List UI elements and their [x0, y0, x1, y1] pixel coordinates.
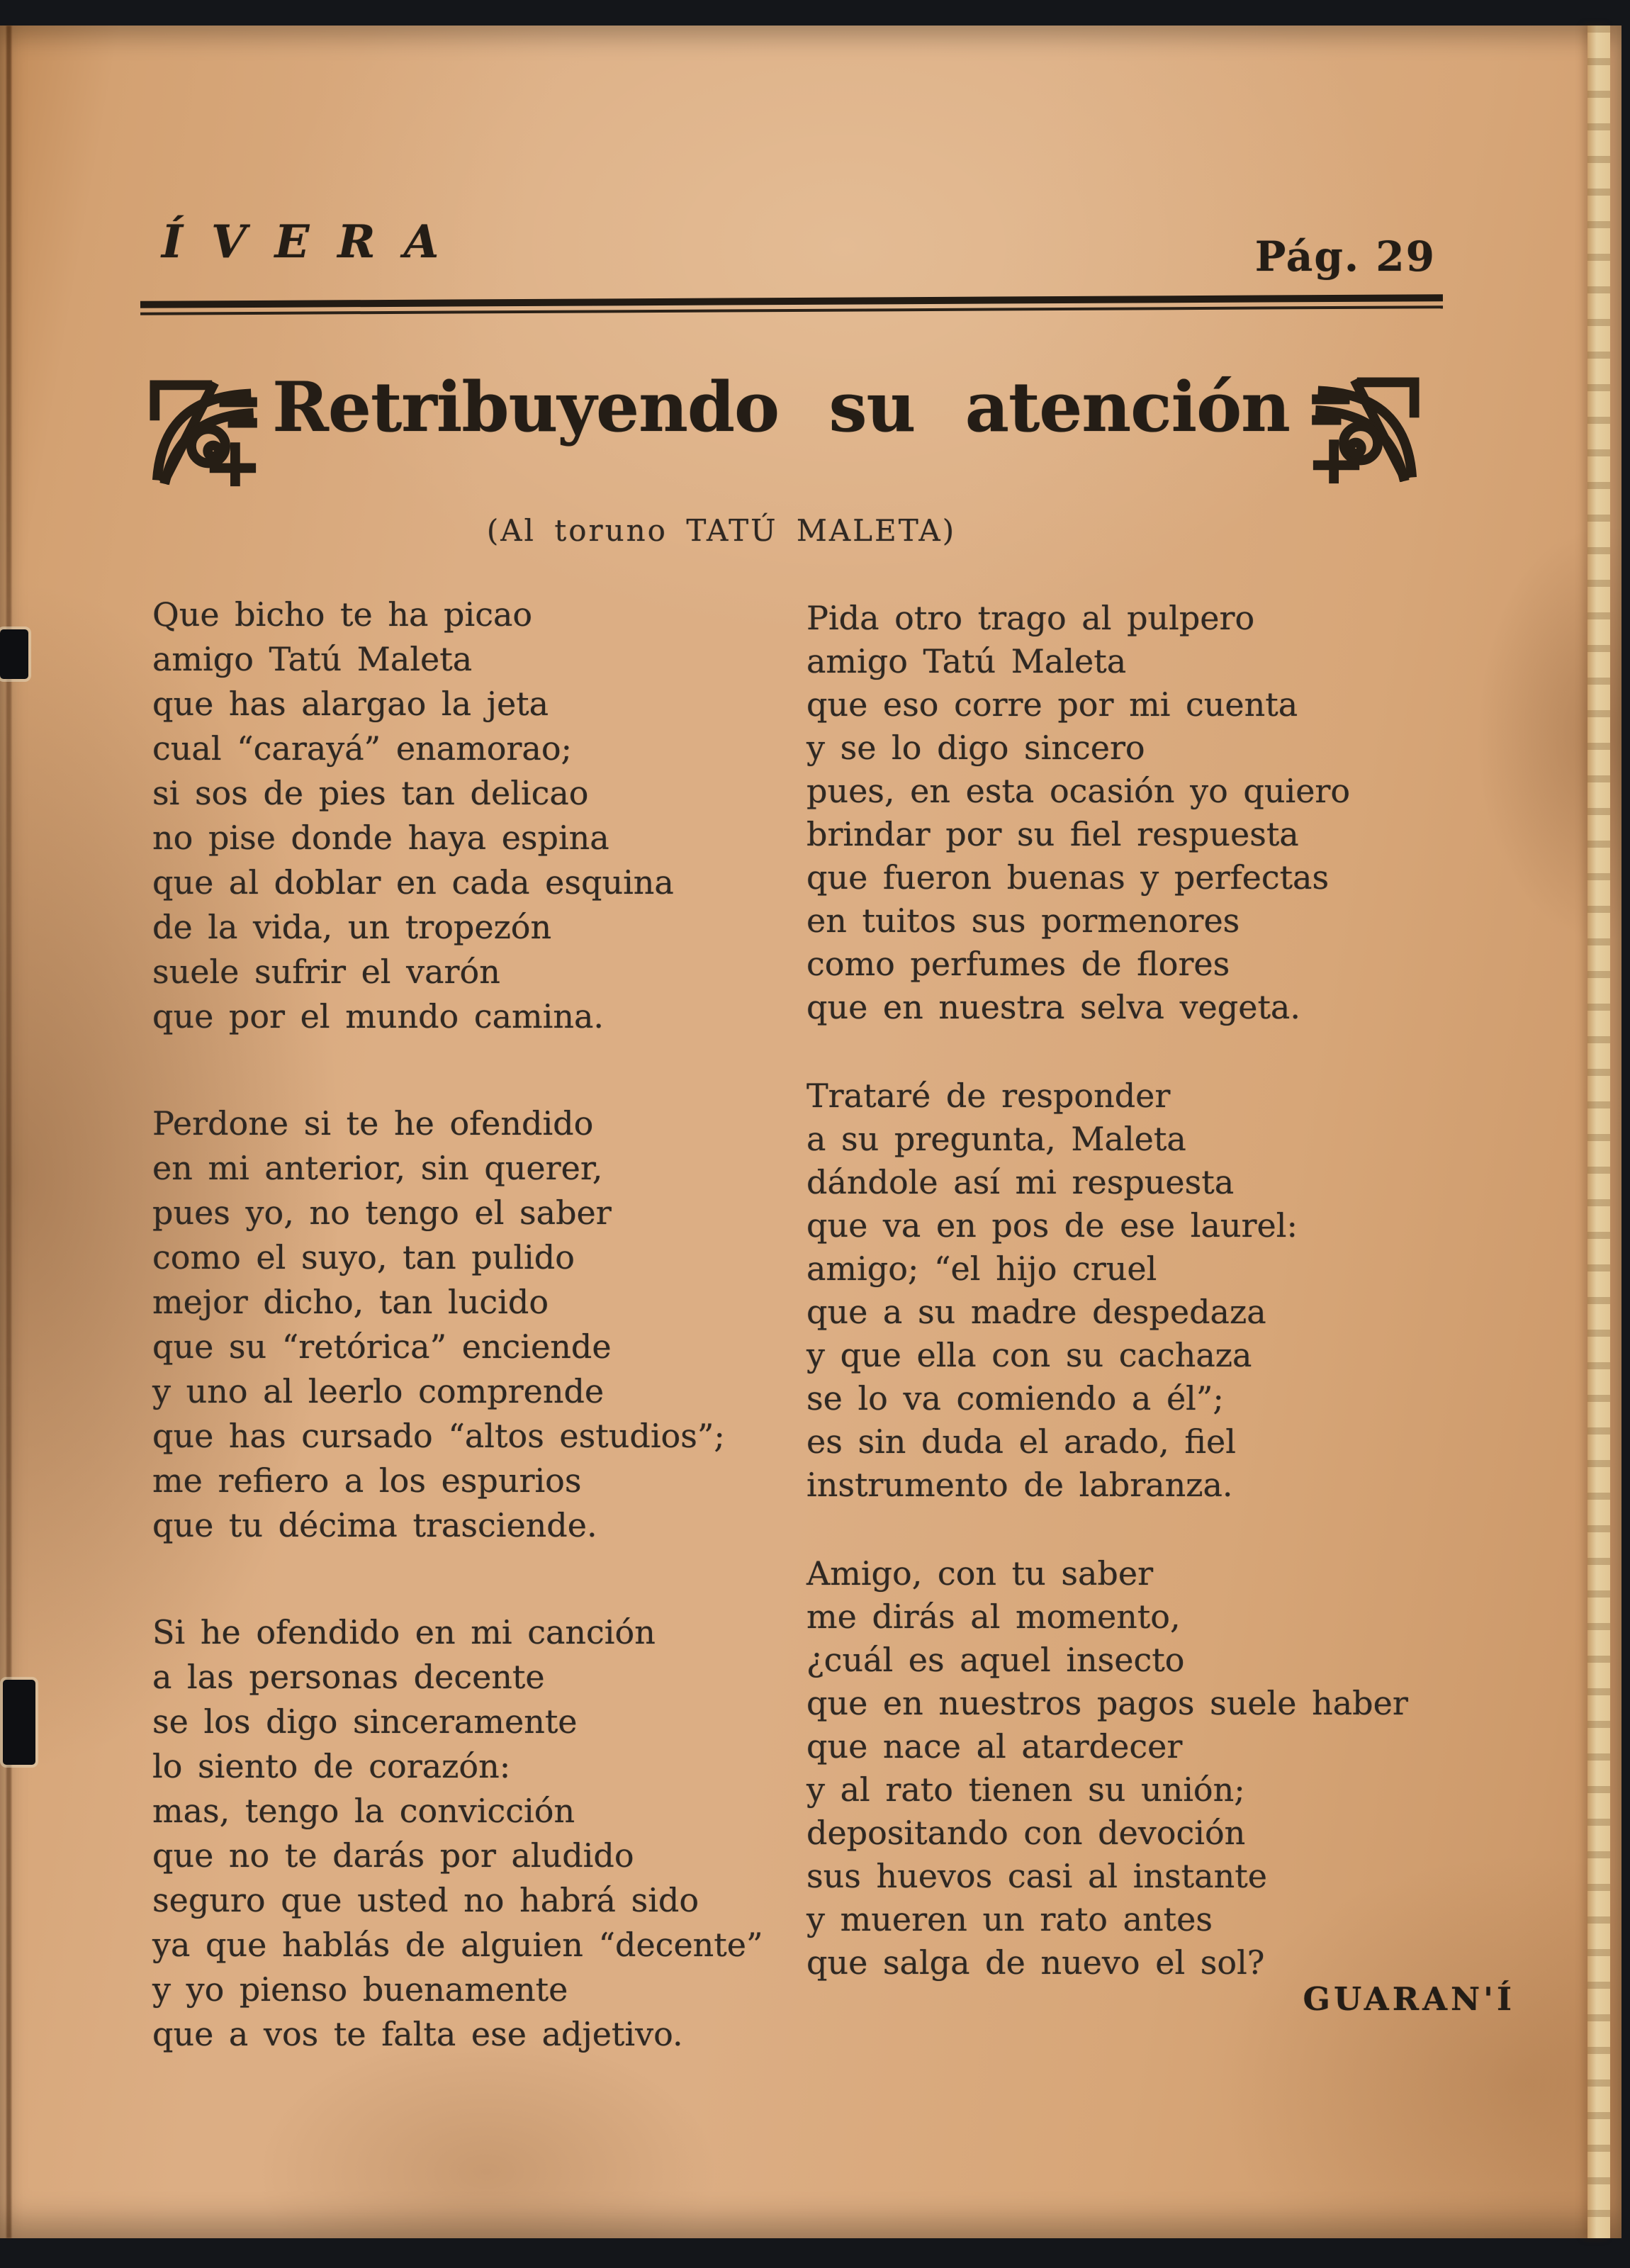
stanza: [152, 593, 819, 1039]
poem-line: y que ella con su cachaza: [806, 1336, 1252, 1374]
poem-line: se lo va comiendo a él”;: [806, 1379, 1224, 1418]
poem-line: se los digo sinceramente: [152, 1702, 578, 1741]
poem-line: y yo pienso buenamente: [152, 1970, 568, 2009]
poem-line: instrumento de labranza.: [806, 1466, 1233, 1504]
poem-line: lo siento de corazón:: [152, 1747, 511, 1785]
poem-line: Amigo, con tu saber: [806, 1554, 1154, 1593]
stanza: [806, 1074, 1558, 1507]
poem-line: que en nuestra selva vegeta.: [806, 988, 1300, 1026]
poem-line: como perfumes de flores: [806, 945, 1230, 983]
poem-line: en mi anterior, sin querer,: [152, 1149, 603, 1187]
poem-line: es sin duda el arado, fiel: [806, 1422, 1236, 1461]
poem-line: suele sufrir el varón: [152, 953, 500, 991]
poem-line: y al rato tienen su unión;: [806, 1770, 1245, 1809]
poem-line: seguro que usted no habrá sido: [152, 1881, 699, 1919]
poem-line: que al doblar en cada esquina: [152, 863, 674, 902]
poem-line: de la vida, un tropezón: [152, 908, 552, 946]
poem-line: a las personas decente: [152, 1658, 545, 1696]
poem-line: y se lo digo sincero: [806, 729, 1145, 767]
poem-line: Que bicho te ha picao: [152, 595, 533, 634]
poem-line: mejor dicho, tan lucido: [152, 1283, 549, 1321]
stanza: [152, 1610, 819, 2057]
poem-line: ¿cuál es aquel insecto: [806, 1641, 1185, 1679]
poem-column-left: [152, 593, 819, 2119]
poem-line: que en nuestros pagos suele haber: [806, 1684, 1408, 1722]
poem-line: depositando con devoción: [806, 1814, 1246, 1852]
poem-line: y mueren un rato antes: [806, 1900, 1213, 1938]
poem-line: no pise donde haya espina: [152, 819, 609, 857]
poem-line: que por el mundo camina.: [152, 997, 605, 1035]
poem-line: amigo Tatú Maleta: [152, 640, 473, 678]
binding-stitch-mark: [0, 629, 28, 679]
binding-stitch-mark: [3, 1680, 35, 1765]
poem-line: me dirás al momento,: [806, 1598, 1181, 1636]
poem-line: cual “carayá” enamorao;: [152, 729, 573, 768]
poem-line: amigo Tatú Maleta: [806, 642, 1127, 680]
poem-line: y uno al leerlo comprende: [152, 1372, 605, 1410]
poem-column-right: [806, 597, 1558, 2030]
corner-scroll-ornament-mirrored-icon: [1308, 364, 1430, 490]
poem-line: Pida otro trago al pulpero: [806, 599, 1255, 637]
scanned-page: [0, 26, 1621, 2238]
poem-line: que has alargao la jeta: [152, 685, 549, 723]
poem-line: amigo; “el hijo cruel: [806, 1250, 1157, 1288]
poem-line: ya que hablás de alguien “decente”: [152, 1926, 763, 1964]
poem-line: que has cursado “altos estudios”;: [152, 1417, 725, 1455]
author-signature: GUARAN'Í: [1303, 1980, 1515, 2018]
poem-line: brindar por su fiel respuesta: [806, 815, 1299, 853]
poem-line: que salga de nuevo el sol?: [806, 1943, 1265, 1982]
poem-line: que nace al atardecer: [806, 1727, 1183, 1765]
poem-line: Si he ofendido en mi canción: [152, 1613, 656, 1651]
poem-line: que fueron buenas y perfectas: [806, 858, 1330, 897]
page-deckle-edge: [1587, 26, 1610, 2238]
poem-line: que tu décima trasciende.: [152, 1506, 597, 1544]
poem-title: Retribuyendo su atención: [272, 367, 1290, 447]
stanza: [806, 597, 1558, 1029]
poem-line: si sos de pies tan delicao: [152, 774, 589, 812]
poem-line: que va en pos de ese laurel:: [806, 1206, 1298, 1245]
poem-line: dándole así mi respuesta: [806, 1163, 1235, 1201]
binding-crease: [6, 26, 11, 2238]
poem-line: Perdone si te he ofendido: [152, 1104, 594, 1143]
stanza: [152, 1101, 819, 1548]
poem-line: en tuitos sus pormenores: [806, 902, 1240, 940]
poem-line: sus huevos casi al instante: [806, 1857, 1267, 1895]
page-number: Pág. 29: [1254, 232, 1436, 281]
poem-line: que a vos te falta ese adjetivo.: [152, 2015, 683, 2053]
poem-line: me refiero a los espurios: [152, 1461, 582, 1500]
corner-scroll-ornament-icon: [139, 367, 261, 493]
poem-line: mas, tengo la convicción: [152, 1792, 575, 1830]
header-rule: [140, 294, 1443, 315]
publication-masthead: ÍVERA: [162, 215, 468, 269]
poem-line: como el suyo, tan pulido: [152, 1238, 575, 1276]
poem-line: pues, en esta ocasión yo quiero: [806, 772, 1351, 810]
stanza: [806, 1552, 1558, 1984]
poem-dedication: (Al toruno TATÚ MALETA): [486, 513, 957, 548]
poem-line: a su pregunta, Maleta: [806, 1120, 1186, 1158]
poem-line: que no te darás por aludido: [152, 1836, 634, 1875]
poem-line: que a su madre despedaza: [806, 1293, 1266, 1331]
poem-line: pues yo, no tengo el saber: [152, 1194, 612, 1232]
poem-line: Trataré de responder: [806, 1077, 1171, 1115]
poem-line: que su “retórica” enciende: [152, 1327, 612, 1366]
poem-line: que eso corre por mi cuenta: [806, 685, 1298, 724]
